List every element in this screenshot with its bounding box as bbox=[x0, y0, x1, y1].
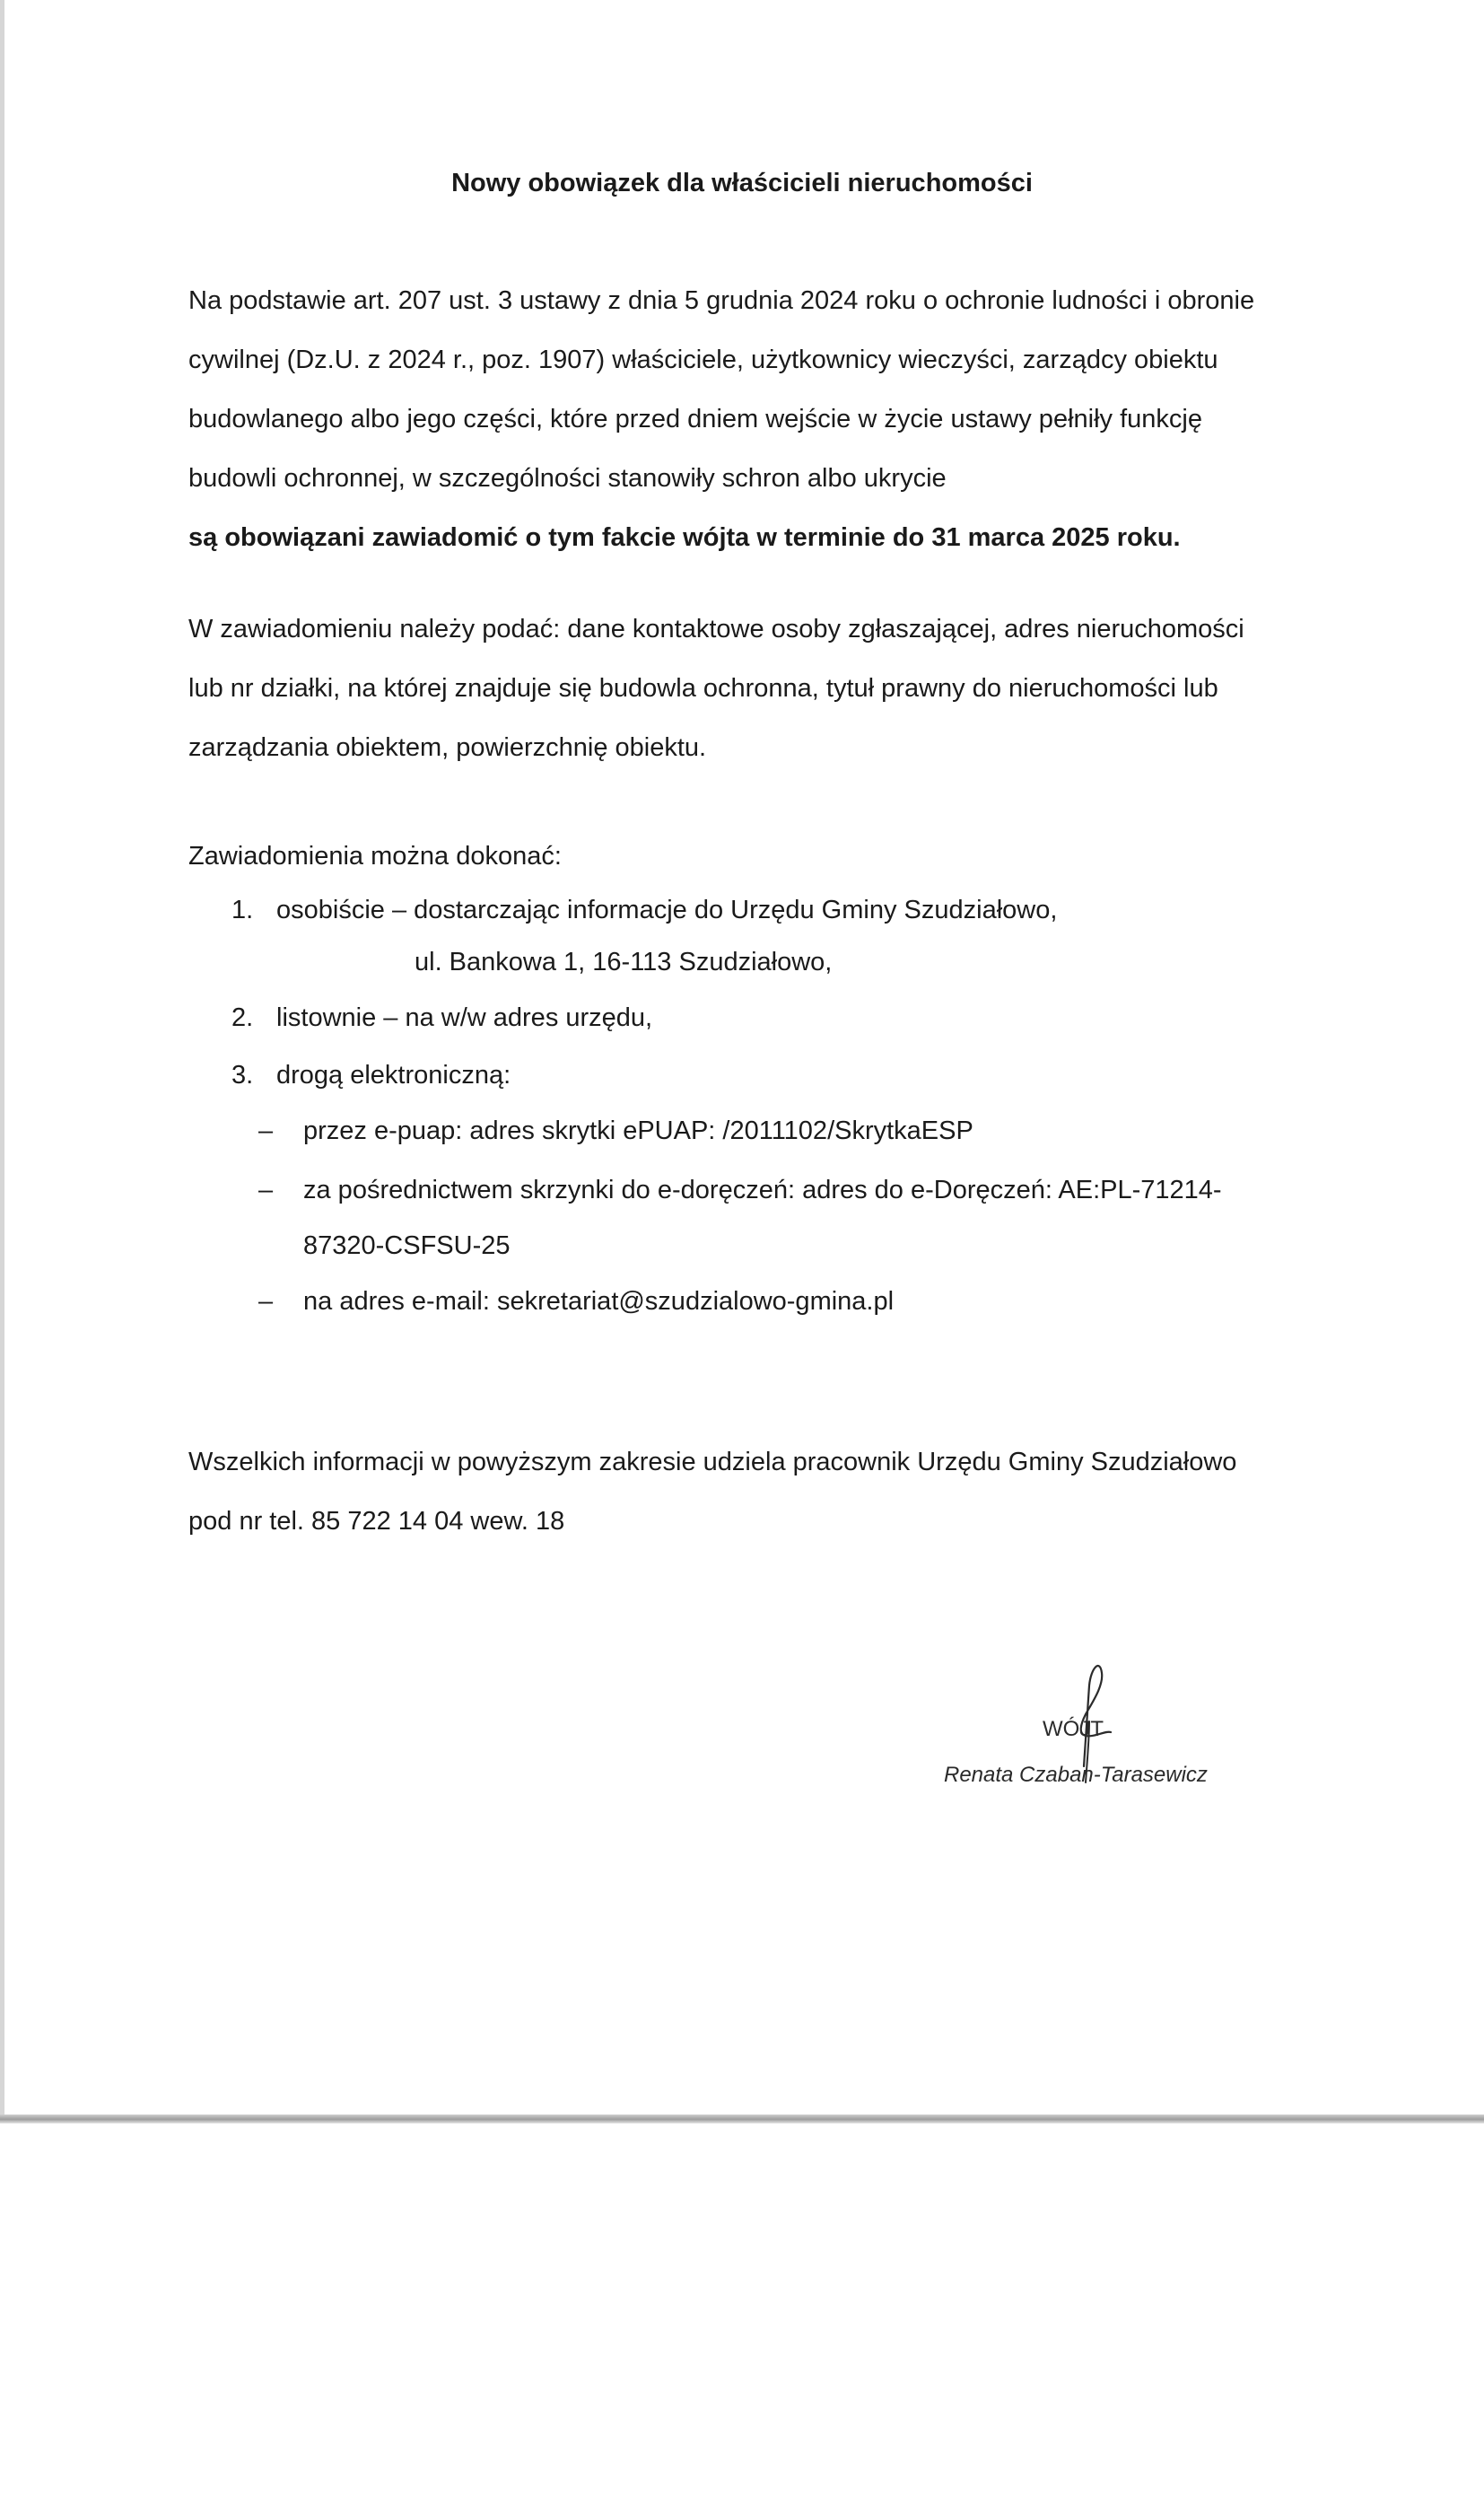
scan-left-edge bbox=[0, 0, 4, 2118]
paragraph-line: pod nr tel. 85 722 14 04 wew. 18 bbox=[188, 1507, 565, 1536]
methods-intro: Zawiadomienia można dokonać: bbox=[188, 842, 562, 871]
paragraph-line: cywilnej (Dz.U. z 2024 r., poz. 1907) właściciele, użytkownicy wieczyści, zarządcy obiektu bbox=[188, 346, 1218, 374]
e-delivery-address-cont: 87320-CSFSU-25 bbox=[303, 1231, 511, 1260]
paragraph-line: W zawiadomieniu należy podać: dane kontaktowe osoby zgłaszającej, adres nieruchomości bbox=[188, 615, 1244, 644]
list-dash: – bbox=[258, 1116, 274, 1145]
paragraph-line: zarządzania obiektem, powierzchnię obiektu. bbox=[188, 733, 707, 762]
scan-bottom-edge bbox=[0, 2115, 1484, 2123]
signatory-name: Renata Czaban-Tarasewicz bbox=[944, 1763, 1208, 1787]
contact-paragraph bbox=[188, 1432, 1355, 1551]
paragraph-line: budowli ochronnej, w szczególności stanowiły schron albo ukrycie bbox=[188, 464, 947, 493]
list-number: 2. bbox=[231, 1003, 254, 1032]
stamp-label: WÓJT bbox=[1043, 1717, 1104, 1741]
epuap-item: przez e-puap: adres skrytki ePUAP: /2011102/SkrytkaESP bbox=[303, 1116, 973, 1145]
paragraph-line: Na podstawie art. 207 ust. 3 ustawy z dnia 5 grudnia 2024 roku o ochronie ludności i obronie bbox=[188, 286, 1255, 315]
paragraph-line: budowlanego albo jego części, które przed dniem wejście w życie ustawy pełniły funkcję bbox=[188, 405, 1202, 433]
method-by-mail: listownie – na w/w adres urzędu, bbox=[276, 1003, 653, 1032]
method-electronic: drogą elektroniczną: bbox=[276, 1061, 511, 1090]
obligation-deadline: są obowiązani zawiadomić o tym fakcie wójta w terminie do 31 marca 2025 roku. bbox=[188, 523, 1181, 552]
paragraph-notification-contents bbox=[188, 600, 1355, 777]
paragraph-legal-basis bbox=[188, 271, 1355, 567]
document-title: Nowy obowiązek dla właścicieli nieruchomości bbox=[451, 169, 1033, 197]
office-address: ul. Bankowa 1, 16-113 Szudziałowo, bbox=[415, 948, 833, 976]
list-dash: – bbox=[258, 1176, 274, 1204]
list-number: 3. bbox=[231, 1061, 254, 1090]
list-dash: – bbox=[258, 1287, 274, 1316]
paragraph-line: lub nr działki, na której znajduje się budowla ochronna, tytuł prawny do nieruchomości lub bbox=[188, 674, 1218, 703]
method-in-person: osobiście – dostarczając informacje do Urzędu Gminy Szudziałowo, bbox=[276, 896, 1058, 924]
email-item: na adres e-mail: sekretariat@szudzialowo-gmina.pl bbox=[303, 1287, 895, 1316]
list-number: 1. bbox=[231, 896, 254, 924]
e-delivery-item: za pośrednictwem skrzynki do e-doręczeń: adres do e-Doręczeń: AE:PL-71214- bbox=[303, 1176, 1222, 1204]
paragraph-line: Wszelkich informacji w powyższym zakresie udziela pracownik Urzędu Gminy Szudziałowo bbox=[188, 1448, 1237, 1476]
